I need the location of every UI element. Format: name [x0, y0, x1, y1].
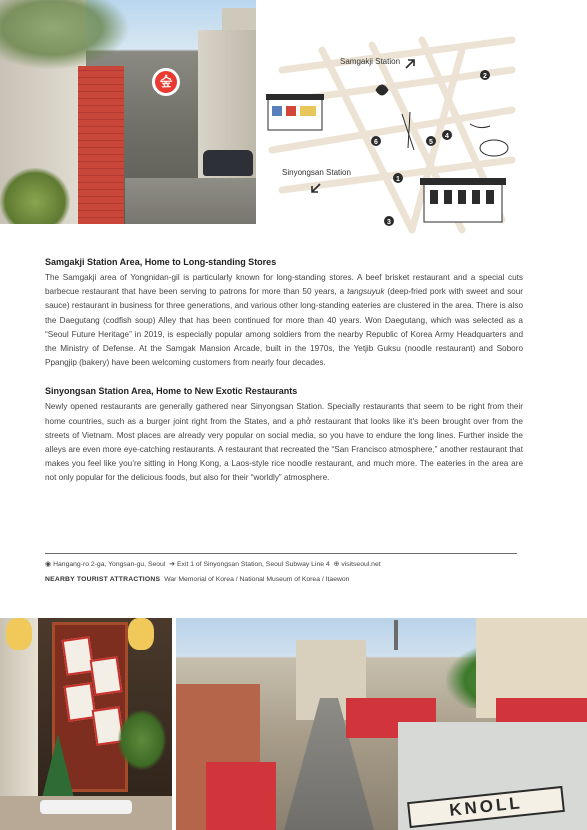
photo-plant — [118, 710, 166, 770]
samgakji-arrow-icon — [406, 60, 414, 68]
section-samgakji — [45, 256, 523, 370]
map-pin[interactable] — [442, 130, 452, 140]
paragraph-text: The Samgakji area of Yongnidan-gil is particularly known for long-standing stores. A beef brisket restaurant and a special cuts barbecue restaurant that have been serving to patrons for more than 50 years, a — [45, 273, 523, 297]
map-label-samgakji: Samgakji Station — [340, 57, 401, 66]
globe-icon: ⊕ — [333, 561, 340, 568]
map-pin-number: 4 — [445, 133, 449, 140]
photo-car — [203, 150, 253, 176]
photo-lantern — [6, 618, 32, 650]
divider — [45, 553, 517, 554]
photo-lantern — [128, 618, 154, 650]
map-pin-number: 3 — [387, 219, 391, 226]
website-link[interactable]: visitseoul.net — [341, 561, 381, 568]
subway-text: Exit 1 of Sinyongsan Station, Seoul Subway Line 4 — [177, 561, 330, 568]
info-line — [45, 560, 525, 570]
photo-tower — [394, 620, 398, 650]
photo-street — [125, 178, 256, 224]
subway-arrow-icon: ➔ — [169, 561, 176, 568]
map-label-sinyongsan: Sinyongsan Station — [282, 168, 351, 177]
photo-red-roof — [206, 762, 276, 830]
section-paragraph — [45, 271, 523, 370]
section-title: Sinyongsan Station Area, Home to New Exotic Restaurants — [45, 386, 298, 397]
map-pin[interactable] — [371, 136, 381, 146]
location-pin-icon: ◉ — [45, 561, 52, 568]
photo-shop-sign: 숲 — [152, 68, 180, 96]
photo-decor — [40, 800, 132, 814]
photo-store-sign: KNOLL — [407, 786, 565, 828]
map-pin-number: 2 — [483, 73, 487, 80]
storefront-photo — [0, 618, 172, 830]
paragraph-text: (deep-fried pork with sweet and sour sauce) restaurant in business for three generations, and various other long-standing eateries are clustered in the area. There is also the Daegutang (codfish soup) Alley that has been continued for more than 40 years. Won Daegutang, which was selected as a “Seoul Future Heritage” in 2019, is especially popular among soldiers from the nearby Republic of Korea Army Headquarters and the Ministry of Defense. At the Samgak Mansion Arcade, built in the 1970s, the Yetjib Guksu (noodle restaurant) and Soboro Ppangjip (bakery) have been welcoming customers from nearly four decades. — [45, 287, 523, 368]
section-paragraph: Newly opened restaurants are generally gathered near Sinyongsan Station. Specially restaurants that seem to be right from their home countries, such as a burger joint right from the States, and a phở restaurant that looks like it’s been brought over from the streets of Vietnam. Most places are already very popular on social media, so you have to endure the long lines. Further inside the alleys are even more eye-catching restaurants. A restaurant that recreated the “San Francisco atmosphere,” another restaurant that makes you feel like you’re sitting in Hong Kong, a Laos-style rice noodle restaurant, and much more. The eateries in the area are not only popular for the delicious foods, but also for their “worldly” atmosphere. — [45, 402, 523, 483]
map-building-right — [420, 178, 506, 222]
map-pin-number: 6 — [374, 139, 378, 146]
nearby-list: War Memorial of Korea / National Museum of Korea / Itaewon — [164, 576, 350, 583]
map-building-left — [266, 94, 324, 130]
map-pin-number: 1 — [396, 176, 400, 183]
map-pin-number: 5 — [429, 139, 433, 146]
photo-tree — [0, 0, 130, 70]
alley-photo-top — [0, 0, 256, 224]
map-pin[interactable] — [480, 70, 490, 80]
photo-christmas-tree — [42, 734, 74, 798]
section-title: Samgakji Station Area, Home to Long-standing Stores — [45, 257, 277, 267]
section-sinyongsan — [45, 385, 523, 485]
photo-poster — [90, 656, 123, 696]
photo-poster — [62, 636, 95, 676]
nearby-label: NEARBY TOURIST ATTRACTIONS — [45, 576, 161, 583]
italic-term: tangsuyuk — [347, 287, 385, 297]
article-body — [45, 256, 523, 486]
map-pin[interactable] — [384, 216, 394, 226]
map-pin[interactable] — [426, 136, 436, 146]
address-text: Hangang-ro 2-ga, Yongsan-gu, Seoul — [53, 561, 166, 568]
nearby-attractions — [45, 575, 525, 585]
photo-bush — [0, 168, 70, 224]
area-map — [262, 30, 526, 240]
photo-brick-wall — [78, 66, 124, 224]
aerial-street-photo — [176, 618, 587, 830]
map-pin[interactable] — [393, 173, 403, 183]
